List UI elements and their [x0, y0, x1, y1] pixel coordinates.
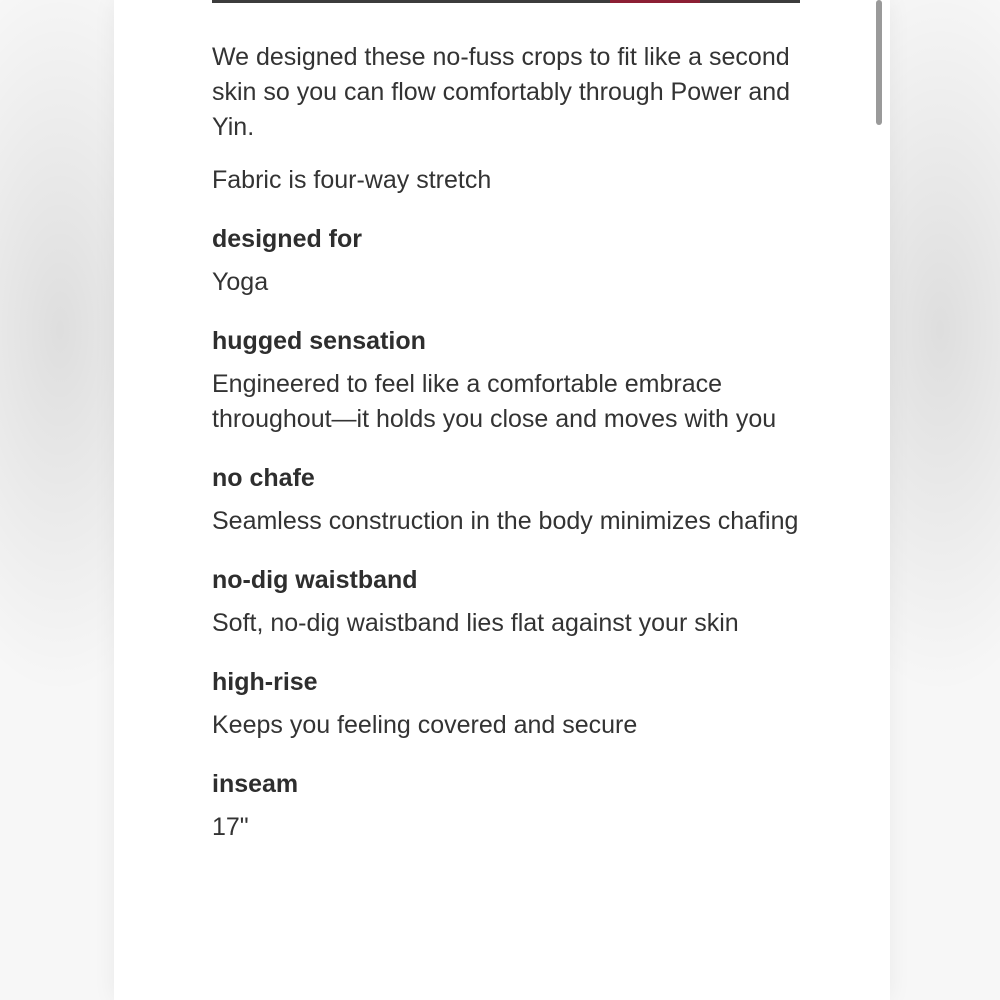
section-divider-accent	[610, 0, 700, 3]
feature-text: Yoga	[212, 268, 269, 296]
feature-title: inseam	[212, 770, 299, 798]
feature-title: designed for	[212, 225, 363, 253]
feature-hugged-sensation	[212, 324, 812, 437]
feature-inseam	[212, 767, 812, 845]
feature-no-chafe	[212, 461, 812, 539]
feature-designed-for	[212, 222, 812, 300]
feature-text: Keeps you feeling covered and secure	[212, 711, 638, 739]
section-divider	[212, 0, 800, 3]
feature-text: Engineered to feel like a comfortable embrace throughout—it holds you close and moves with you	[212, 370, 777, 433]
fabric-paragraph: Fabric is four-way stretch	[212, 166, 492, 194]
feature-text: Seamless construction in the body minimizes chafing	[212, 507, 799, 535]
feature-title: hugged sensation	[212, 327, 426, 355]
scrollbar-thumb[interactable]	[876, 0, 882, 125]
feature-text: Soft, no-dig waistband lies flat against your skin	[212, 609, 739, 637]
description-paragraph: We designed these no-fuss crops to fit like a second skin so you can flow comfortably through Power and Yin.	[212, 43, 791, 141]
feature-text: 17"	[212, 813, 249, 841]
product-description	[212, 40, 812, 869]
product-details-panel	[114, 0, 890, 1000]
feature-high-rise	[212, 665, 812, 743]
feature-title: no chafe	[212, 464, 315, 492]
feature-title: high-rise	[212, 668, 318, 696]
feature-title: no-dig waistband	[212, 566, 418, 594]
feature-no-dig-waistband	[212, 563, 812, 641]
